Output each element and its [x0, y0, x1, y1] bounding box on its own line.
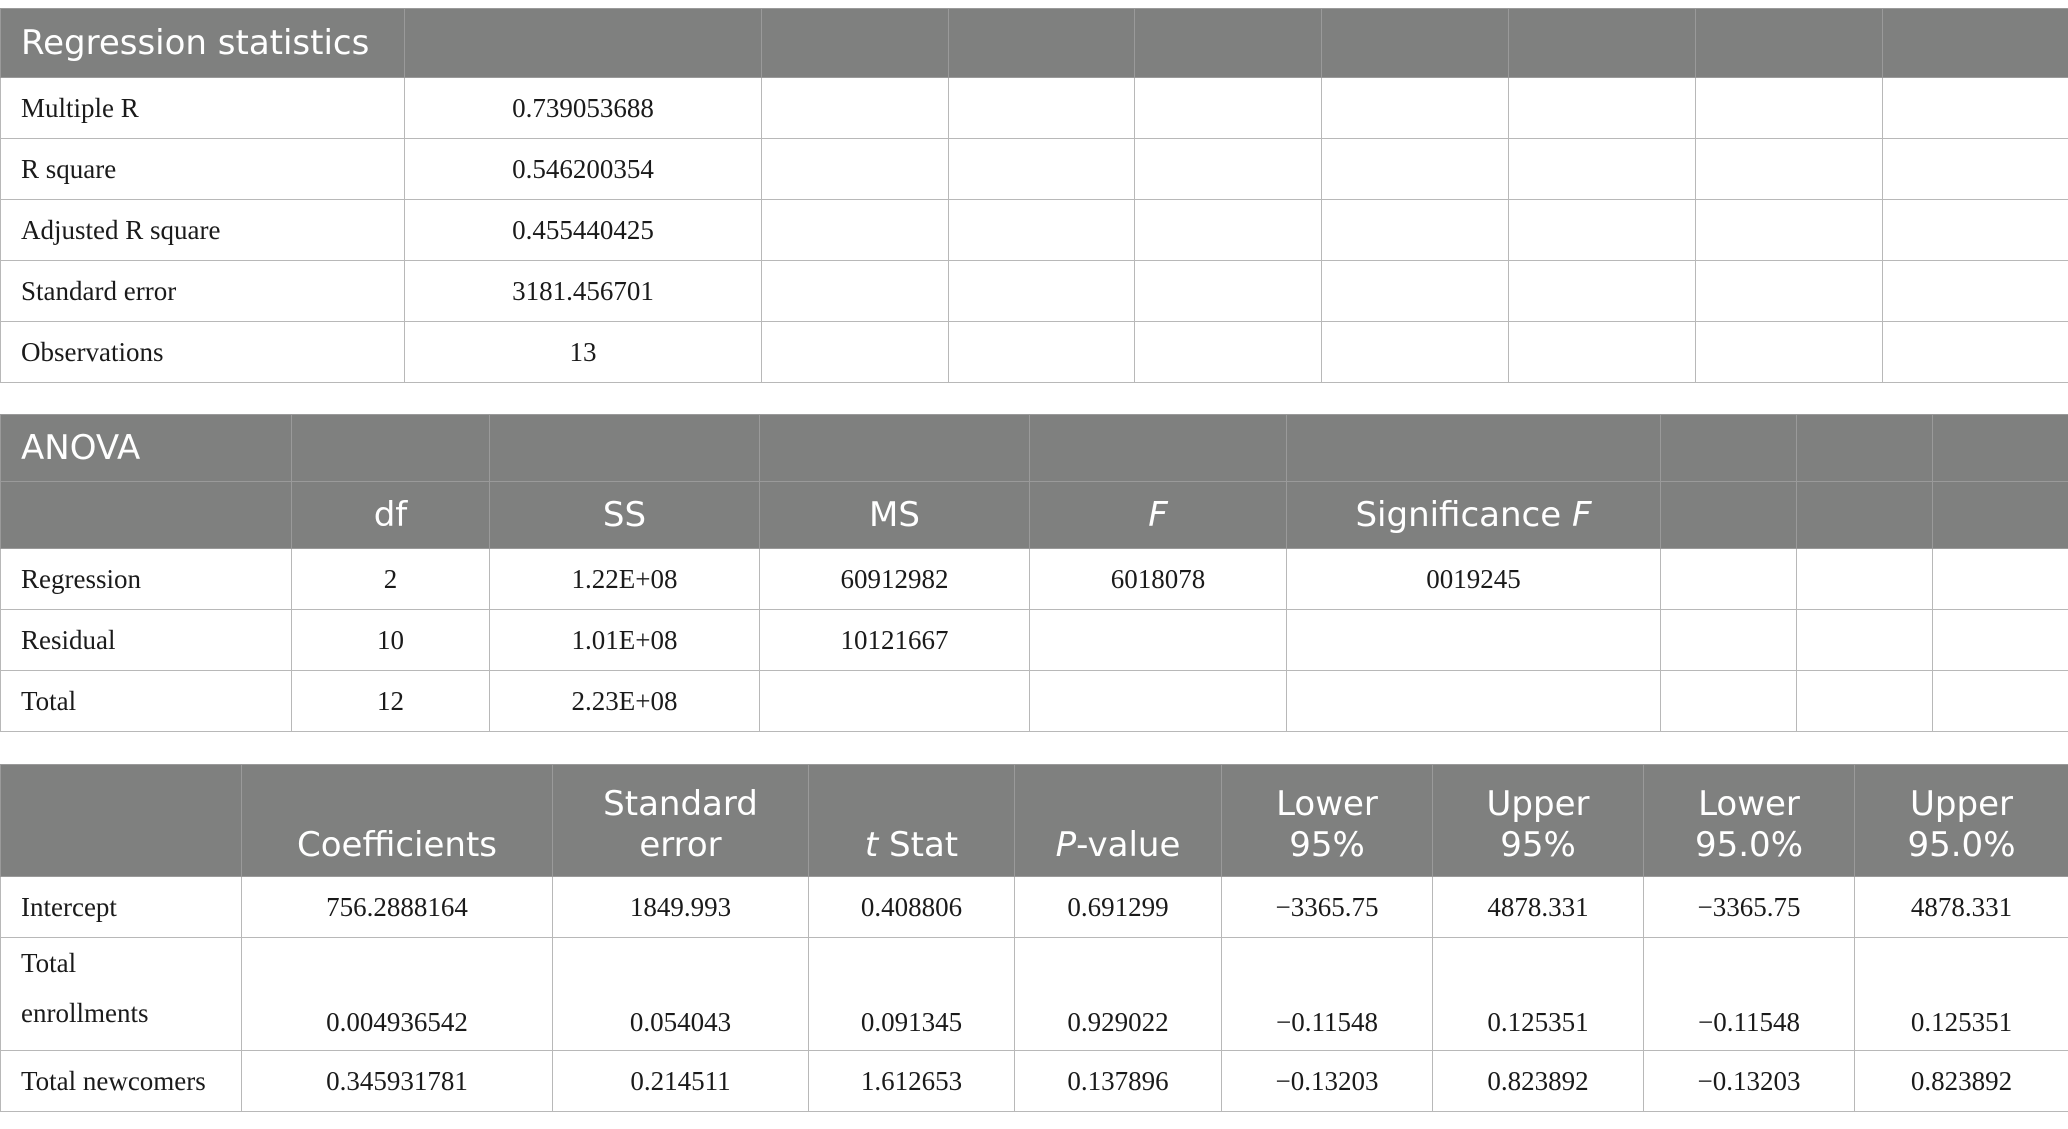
row-label: Multiple R	[1, 78, 405, 139]
table-row	[1, 938, 2068, 1051]
table-row	[1, 610, 2068, 671]
header-standard-error: Standard error	[553, 765, 809, 877]
cell-ms	[760, 671, 1030, 732]
row-label: Standard error	[1, 261, 405, 322]
cell-p-value: 0.929022	[1015, 938, 1222, 1051]
cell-t-stat: 1.612653	[809, 1051, 1015, 1112]
row-label: Adjusted R square	[1, 200, 405, 261]
anova-title: ANOVA	[1, 415, 292, 482]
header-p-value: P-value	[1015, 765, 1222, 877]
cell-upper-95: 0.823892	[1433, 1051, 1644, 1112]
cell-ss: 1.22E+08	[490, 549, 760, 610]
table-row	[1, 1051, 2068, 1112]
cell-p-value: 0.691299	[1015, 877, 1222, 938]
row-label: R square	[1, 139, 405, 200]
header-upper-95-0: Upper 95.0%	[1855, 765, 2068, 877]
cell-significance-f	[1287, 671, 1661, 732]
table-row	[1, 200, 2068, 261]
cell-upper-95-0: 0.125351	[1855, 938, 2068, 1051]
header-t-stat: t Stat	[809, 765, 1015, 877]
cell-ss: 1.01E+08	[490, 610, 760, 671]
header-coefficients: Coefficients	[242, 765, 553, 877]
regression-statistics-table	[0, 8, 2068, 383]
cell-coefficient: 756.2888164	[242, 877, 553, 938]
header-lower-95-0: Lower 95.0%	[1644, 765, 1855, 877]
row-value: 0.739053688	[405, 78, 762, 139]
header-ms: MS	[760, 482, 1030, 549]
cell-df: 2	[292, 549, 490, 610]
table-row	[1, 261, 2068, 322]
cell-upper-95-0: 0.823892	[1855, 1051, 2068, 1112]
table-header-row	[1, 9, 2068, 78]
cell-ss: 2.23E+08	[490, 671, 760, 732]
cell-lower-95-0: −0.13203	[1644, 1051, 1855, 1112]
cell-ms: 10121667	[760, 610, 1030, 671]
cell-lower-95: −0.13203	[1222, 1051, 1433, 1112]
cell-t-stat: 0.408806	[809, 877, 1015, 938]
header-significance-f: Significance F	[1287, 482, 1661, 549]
anova-table	[0, 414, 2068, 732]
table-row	[1, 671, 2068, 732]
cell-df: 10	[292, 610, 490, 671]
coefficients-table	[0, 764, 2068, 1112]
regression-statistics-title: Regression statistics	[1, 9, 405, 78]
cell-upper-95: 4878.331	[1433, 877, 1644, 938]
header-f: F	[1030, 482, 1287, 549]
cell-standard-error: 1849.993	[553, 877, 809, 938]
cell-standard-error: 0.054043	[553, 938, 809, 1051]
header-df: df	[292, 482, 490, 549]
row-label: Total newcomers	[1, 1051, 242, 1112]
row-value: 0.455440425	[405, 200, 762, 261]
cell-coefficient: 0.345931781	[242, 1051, 553, 1112]
cell-coefficient: 0.004936542	[242, 938, 553, 1051]
row-label: Total	[1, 671, 292, 732]
cell-upper-95-0: 4878.331	[1855, 877, 2068, 938]
cell-t-stat: 0.091345	[809, 938, 1015, 1051]
cell-standard-error: 0.214511	[553, 1051, 809, 1112]
cell-significance-f: 0019245	[1287, 549, 1661, 610]
row-label: Regression	[1, 549, 292, 610]
row-label: Intercept	[1, 877, 242, 938]
cell-significance-f	[1287, 610, 1661, 671]
table-header-row	[1, 482, 2068, 549]
cell-lower-95-0: −3365.75	[1644, 877, 1855, 938]
row-label: Total enrollments	[1, 938, 242, 1051]
row-value: 3181.456701	[405, 261, 762, 322]
cell-p-value: 0.137896	[1015, 1051, 1222, 1112]
table-row	[1, 139, 2068, 200]
cell-f	[1030, 610, 1287, 671]
cell-upper-95: 0.125351	[1433, 938, 1644, 1051]
table-row	[1, 549, 2068, 610]
cell-f: 6018078	[1030, 549, 1287, 610]
row-value: 13	[405, 322, 762, 383]
cell-df: 12	[292, 671, 490, 732]
cell-ms: 60912982	[760, 549, 1030, 610]
cell-lower-95-0: −0.11548	[1644, 938, 1855, 1051]
cell-f	[1030, 671, 1287, 732]
table-header-row	[1, 765, 2068, 877]
table-row	[1, 322, 2068, 383]
cell-lower-95: −3365.75	[1222, 877, 1433, 938]
row-label: Residual	[1, 610, 292, 671]
row-value: 0.546200354	[405, 139, 762, 200]
table-row	[1, 78, 2068, 139]
table-row	[1, 877, 2068, 938]
header-lower-95: Lower 95%	[1222, 765, 1433, 877]
row-label: Observations	[1, 322, 405, 383]
header-upper-95: Upper 95%	[1433, 765, 1644, 877]
header-ss: SS	[490, 482, 760, 549]
cell-lower-95: −0.11548	[1222, 938, 1433, 1051]
table-header-row	[1, 415, 2068, 482]
